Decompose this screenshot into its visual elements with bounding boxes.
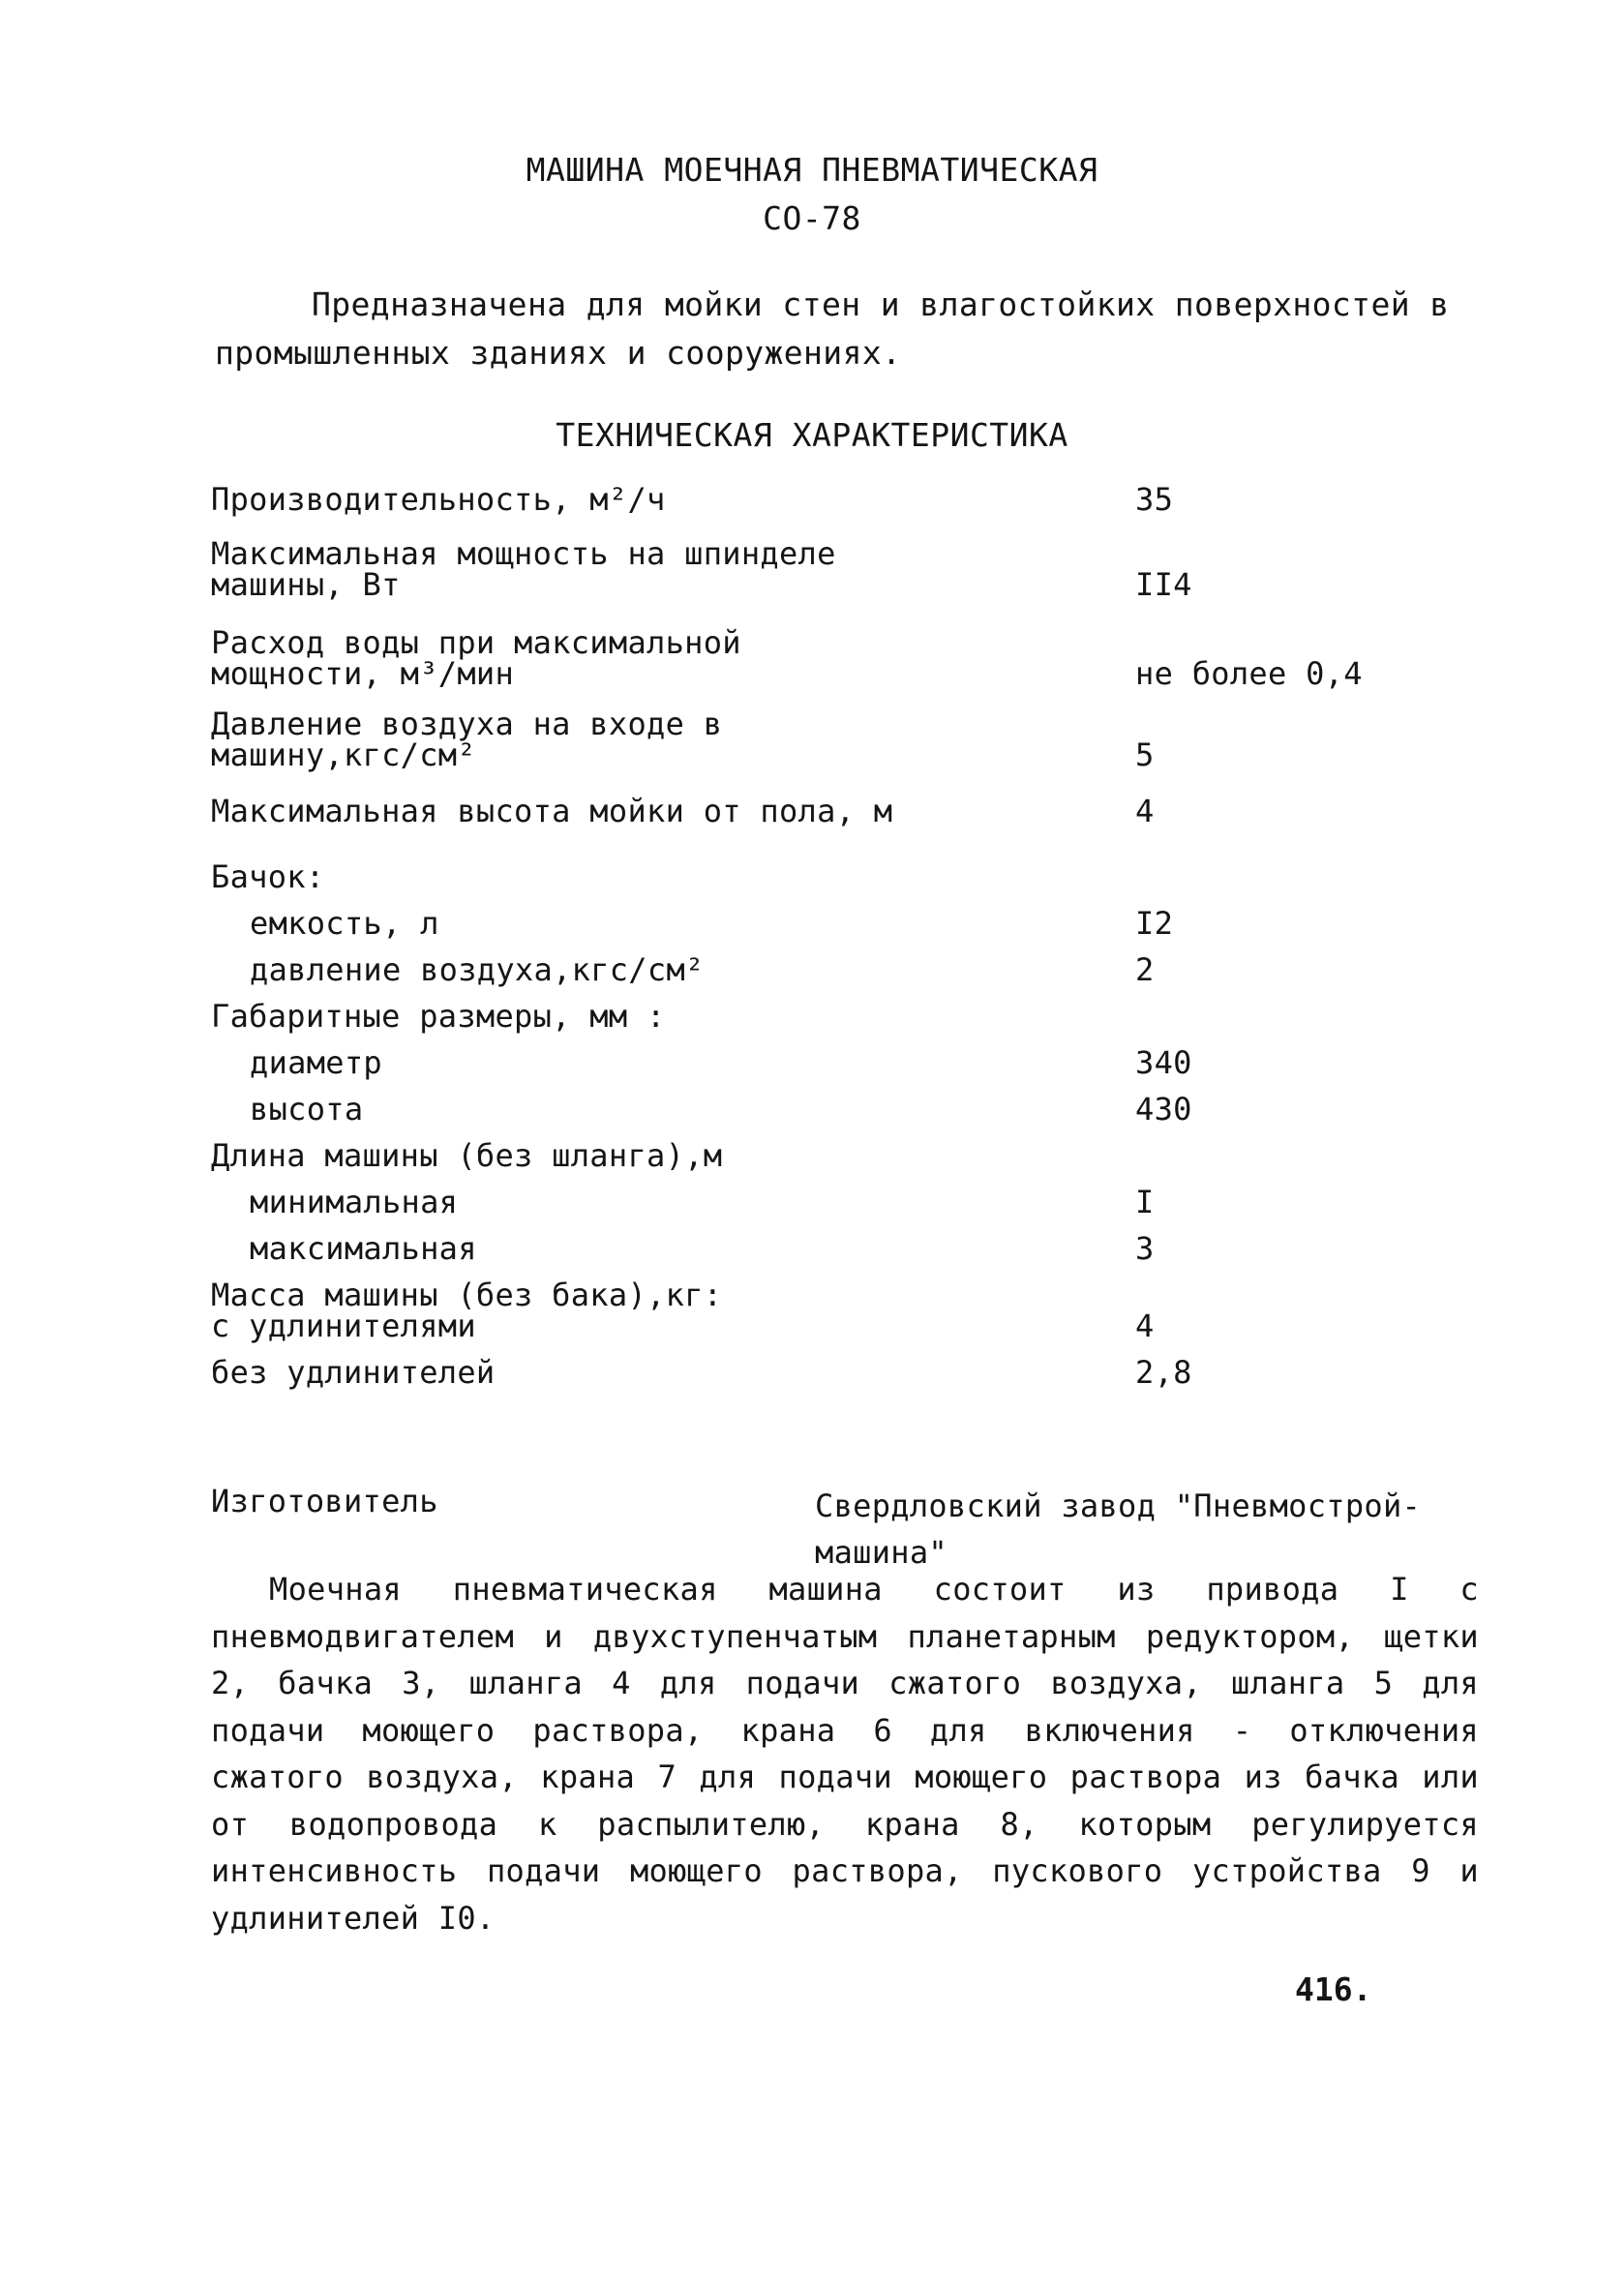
spec-label-line: Производительность, м²/ч bbox=[211, 481, 666, 518]
spec-label bbox=[211, 1137, 1135, 1174]
page-number: 416. bbox=[1295, 1970, 1372, 2008]
spec-value: I2 bbox=[1135, 905, 1174, 942]
spec-row-mass-with-extensions bbox=[211, 1277, 1421, 1344]
spec-row-length-max bbox=[211, 1230, 1421, 1267]
spec-label-line: Максимальная мощность на шпинделе bbox=[211, 535, 836, 572]
spec-label-line: без удлинителей bbox=[211, 1354, 496, 1391]
spec-label-line: максимальная bbox=[250, 1230, 477, 1267]
model-designation: СО-78 bbox=[763, 199, 861, 237]
spec-row-tank-capacity bbox=[211, 905, 1421, 942]
spec-value: 35 bbox=[1135, 481, 1174, 518]
spec-label-line: Длина машины (без шланга),м bbox=[211, 1137, 723, 1174]
spec-label-line: мощности, м³/мин bbox=[211, 655, 515, 692]
spec-label bbox=[211, 905, 1135, 942]
spec-row-length-min bbox=[211, 1184, 1421, 1220]
spec-value: 2,8 bbox=[1135, 1354, 1192, 1391]
spec-row-water-consumption bbox=[211, 624, 1421, 692]
spec-value: I bbox=[1135, 1184, 1155, 1220]
spec-row-diameter bbox=[211, 1044, 1421, 1081]
spec-label-line: емкость, л bbox=[250, 905, 439, 942]
spec-label bbox=[211, 1354, 1135, 1391]
spec-label bbox=[211, 535, 1135, 603]
spec-label-line: машины, Вт bbox=[211, 566, 401, 603]
spec-row-length bbox=[211, 1137, 1421, 1174]
document-title: МАШИНА МОЕЧНАЯ ПНЕВМАТИЧЕСКАЯ bbox=[526, 151, 1098, 189]
spec-label-line: высота bbox=[250, 1091, 364, 1127]
spec-label bbox=[211, 858, 1135, 895]
spec-label-line: с удлинителями bbox=[211, 1308, 476, 1344]
specs-table bbox=[211, 481, 1421, 1391]
spec-value: 4 bbox=[1135, 1308, 1155, 1344]
spec-label bbox=[211, 706, 1135, 773]
spec-label-line: Масса машины (без бака),кг: bbox=[211, 1277, 723, 1313]
spec-label bbox=[211, 1091, 1135, 1127]
spec-value: 2 bbox=[1135, 951, 1155, 988]
spec-label bbox=[211, 1277, 1135, 1344]
spec-label-line: давление воздуха,кгс/см² bbox=[250, 951, 705, 988]
spec-label-line: Расход воды при максимальной bbox=[211, 624, 741, 661]
spec-label-line: машину,кгс/см² bbox=[211, 737, 476, 773]
description-paragraph: Моечная пневматическая машина состоит из привода I с пневмодвигателем и двухступенчатым планетарным редуктором, щетки 2, бачка 3, шланга 4 для подачи сжатого воздуха, шланга 5 для подачи моющего раствора, крана 6 для включения - отключения сжатого воздуха, крана 7 для подачи моющего раствора из бачка или от водопровода к распылителю, крана 8, которым регулируется интенсивность подачи моющего раствора, пускового устройства 9 и удлинителей I0. bbox=[211, 1571, 1479, 1937]
spec-value: 5 bbox=[1135, 737, 1155, 773]
spec-label-line: минимальная bbox=[250, 1184, 459, 1220]
spec-row-productivity bbox=[211, 481, 1421, 518]
spec-value: 4 bbox=[1135, 793, 1155, 829]
spec-row-tank-pressure bbox=[211, 951, 1421, 988]
spec-row-max-height bbox=[211, 793, 1421, 829]
spec-row-max-power bbox=[211, 535, 1421, 603]
spec-row-dimensions bbox=[211, 998, 1421, 1035]
spec-value: II4 bbox=[1135, 566, 1192, 603]
spec-value: 3 bbox=[1135, 1230, 1155, 1267]
spec-value: 340 bbox=[1135, 1044, 1192, 1081]
spec-label bbox=[211, 1184, 1135, 1220]
purpose-paragraph: Предназначена для мойки стен и влагостойких поверхностей в промышленных зданиях и сооружениях. bbox=[215, 286, 1450, 372]
spec-label bbox=[211, 1044, 1135, 1081]
spec-value: 430 bbox=[1135, 1091, 1192, 1127]
specs-title: ТЕХНИЧЕСКАЯ ХАРАКТЕРИСТИКА bbox=[556, 416, 1068, 454]
spec-label bbox=[211, 624, 1135, 692]
spec-row-height bbox=[211, 1091, 1421, 1127]
spec-label bbox=[211, 793, 1135, 829]
spec-label-line: Бачок: bbox=[211, 858, 325, 895]
spec-label-line: Габаритные размеры, мм : bbox=[211, 998, 666, 1035]
spec-row-tank bbox=[211, 858, 1421, 895]
spec-row-mass-without-extensions bbox=[211, 1354, 1421, 1391]
spec-row-air-pressure bbox=[211, 706, 1421, 773]
spec-label bbox=[211, 1230, 1135, 1267]
spec-label bbox=[211, 998, 1135, 1035]
spec-label-line: диаметр bbox=[250, 1044, 382, 1081]
spec-value: не более 0,4 bbox=[1135, 655, 1363, 692]
spec-label-line: Давление воздуха на входе в bbox=[211, 706, 723, 742]
manufacturer-label: Изготовитель bbox=[211, 1483, 438, 1519]
spec-label bbox=[211, 481, 1135, 518]
manufacturer-value: Свердловский завод "Пневмострой-машина" bbox=[815, 1488, 1422, 1571]
spec-label bbox=[211, 951, 1135, 988]
spec-label-line: Максимальная высота мойки от пола, м bbox=[211, 793, 893, 829]
